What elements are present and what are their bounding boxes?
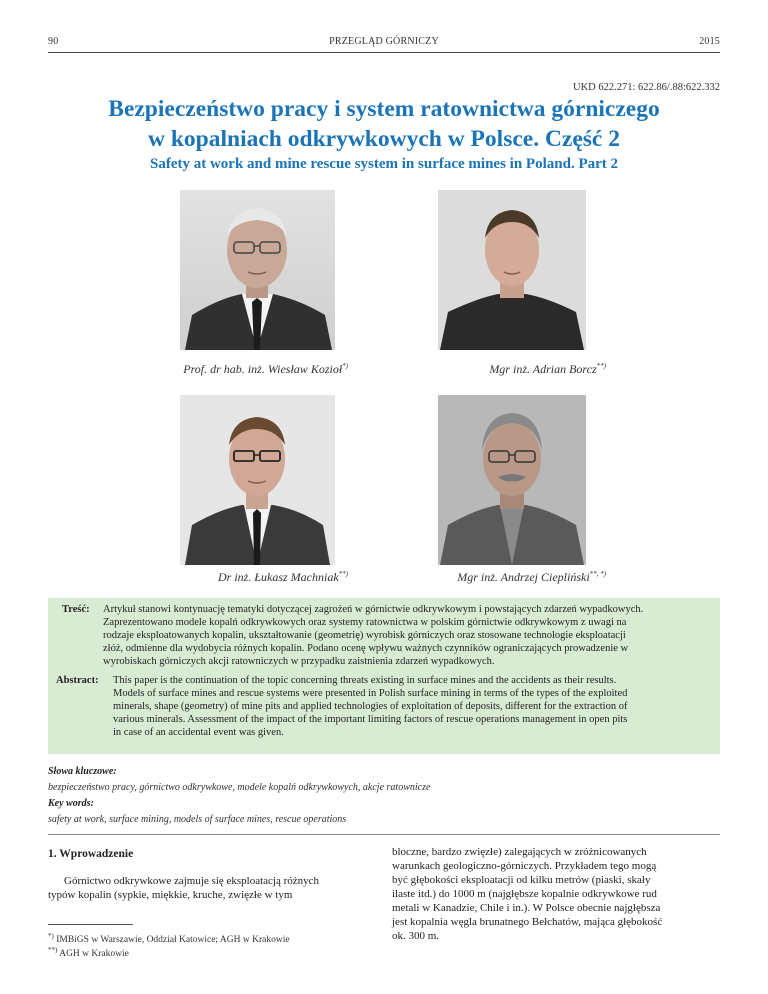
author-name: Mgr inż. Adrian Borcz <box>489 362 597 376</box>
section-heading: 1. Wprowadzenie <box>48 848 134 860</box>
author-affiliation-mark: *) <box>342 362 348 370</box>
footnote-rule <box>48 924 133 925</box>
abstract-pl-text: Artykuł stanowi kontynuację tematyki dotyczącej zagrożeń w górnictwie odkrywkowym i powstających zdarzeń wypadkowych. Zaprezentowano modele kopalń odkrywkowych oraz systemy ratownictwa w polskim górnictwie odkrywkowym z uwagi na rodzaje eksploatowanych kopalin, ukształtowanie (geometrię) wyrobisk górniczych oraz stosowane technologie eksploatacji złóż, odmienne dla wydobycia różnych kopalin. Podano ocenę wpływu ważnych czynników ograniczających prowadzenie w wyrobiskach górniczych akcji ratowniczych w przypadku zaistnienia zdarzeń wypadkowych. <box>103 604 644 667</box>
portrait-man-suit-glasses <box>180 395 335 565</box>
author-affiliation-mark: **, *) <box>589 570 606 578</box>
author-caption-machniak <box>148 570 348 585</box>
page-number: 90 <box>48 36 59 47</box>
author-caption-cieplinski <box>396 570 606 585</box>
journal-name: PRZEGLĄD GÓRNICZY <box>329 36 439 47</box>
author-name: Prof. dr hab. inż. Wiesław Kozioł <box>183 362 343 376</box>
keywords-pl: bezpieczeństwo pracy, górnictwo odkrywkowe, modele kopalń odkrywkowych, akcje ratownicze <box>48 782 431 793</box>
author-name: Mgr inż. Andrzej Ciepliński <box>457 570 590 584</box>
title-line-2: w kopalniach odkrywkowych w Polsce. Część 2 <box>148 126 620 152</box>
footnote-1: *) IMBiGS w Warszawie, Oddział Katowice; AGH w Krakowie <box>48 932 290 946</box>
article-title <box>48 94 720 154</box>
abstract-en-text: This paper is the continuation of the topic concerning threats existing in surface mines and the accidents as their results. Models of surface mines and rescue systems were presented in Polish surface mining in terms of the types of the exploited minerals, shape (geometry) of mine pits and applied technologies of exploitation of deposits, different for the extraction of various minerals. Assessment of the impact of the important limiting factors of rescue operations management in open pits in case of an accidental event was given. <box>113 675 628 738</box>
right-column-text: bloczne, bardzo zwięzłe) zalegających w zróżnicowanych warunkach geologiczno-górniczych. Przykładem tego mogą być głębokości eksploatacji od kilku metrów (piaski, skały ilaste itd.) do 1000 m (najgłębsze kopalnie odkrywkowe rud metali w Kanadzie, Chile i in.). W Polsce obecnie najgłębsza jest kopalnia węgla brunatnego Bełchatów, mająca głębokość ok. 300 m. <box>392 846 663 942</box>
article-subtitle: Safety at work and mine rescue system in surface mines in Poland. Part 2 <box>149 156 619 172</box>
author-affiliation-mark: **) <box>338 570 348 578</box>
keywords-en: safety at work, surface mining, models of surface mines, rescue operations <box>48 814 347 825</box>
author-affiliation-mark: **) <box>596 362 606 370</box>
portrait-elderly-man-glasses <box>180 190 335 350</box>
udk-code: UKD 622.271: 622.86/.88:622.332 <box>573 82 720 93</box>
author-photo-koziol <box>180 190 335 350</box>
left-column-text: Górnictwo odkrywkowe zajmuje się eksploatacją różnych typów kopalin (sypkie, miękkie, kruche, zwięzłe w tym <box>48 875 320 901</box>
keywords-separator <box>48 834 720 835</box>
portrait-man-moustache-glasses <box>438 395 586 565</box>
abstract-en-label: Abstract: <box>56 675 99 686</box>
portrait-young-man-dark-shirt <box>438 190 586 350</box>
author-photo-cieplinski <box>438 395 586 565</box>
header-rule <box>48 52 720 53</box>
author-caption-koziol <box>148 362 348 377</box>
author-name: Dr inż. Łukasz Machniak <box>217 570 339 584</box>
author-photo-borcz <box>438 190 586 350</box>
footnote-2: **) AGH w Krakowie <box>48 946 129 960</box>
author-caption-borcz <box>406 362 606 377</box>
journal-year: 2015 <box>699 36 720 47</box>
abstract-pl-label: Treść: <box>62 604 90 615</box>
keywords-en-label: Key words: <box>48 798 94 809</box>
author-photo-machniak <box>180 395 335 565</box>
keywords-pl-label: Słowa kluczowe: <box>48 766 117 777</box>
title-line-1: Bezpieczeństwo pracy i system ratownictwa górniczego <box>108 96 660 122</box>
